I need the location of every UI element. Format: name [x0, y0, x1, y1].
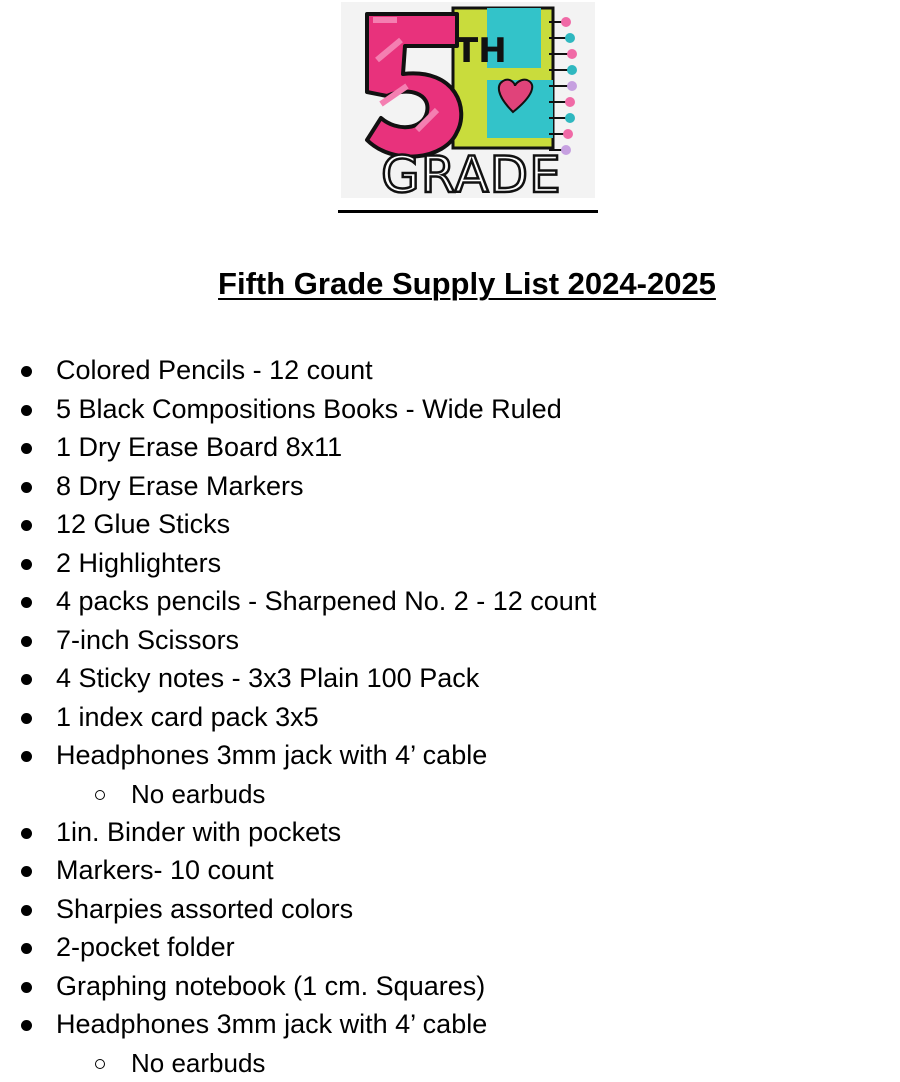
list-item: [0, 698, 900, 737]
list-item-text: Colored Pencils - 12 count: [56, 351, 373, 390]
bullet-icon: [21, 943, 32, 954]
list-item-text: 7-inch Scissors: [56, 621, 239, 660]
list-item-text: Graphing notebook (1 cm. Squares): [56, 967, 485, 1006]
list-item: [0, 582, 900, 621]
list-item-text: 4 packs pencils - Sharpened No. 2 - 12 count: [56, 582, 596, 621]
bullet-icon: [21, 405, 32, 416]
list-item-text: Headphones 3mm jack with 4’ cable: [56, 736, 487, 775]
list-item-text: 1 Dry Erase Board 8x11: [56, 428, 342, 467]
hollow-bullet-icon: [95, 1059, 105, 1069]
list-item: [0, 890, 900, 929]
bullet-icon: [21, 559, 32, 570]
bullet-icon: [21, 636, 32, 647]
bullet-icon: [21, 828, 32, 839]
sub-list-item: [0, 1044, 900, 1082]
bullet-icon: [21, 597, 32, 608]
list-item: [0, 351, 900, 390]
sub-list-item: [0, 775, 900, 813]
list-item: [0, 928, 900, 967]
list-item-text: 2-pocket folder: [56, 928, 235, 967]
list-item: [0, 505, 900, 544]
list-item-text: 8 Dry Erase Markers: [56, 467, 304, 506]
list-item: [0, 621, 900, 660]
bullet-icon: [21, 482, 32, 493]
bullet-icon: [21, 520, 32, 531]
logo-underline: [338, 210, 598, 213]
bullet-icon: [21, 674, 32, 685]
list-item-text: 1in. Binder with pockets: [56, 813, 341, 852]
list-item: [0, 467, 900, 506]
svg-text:TH: TH: [455, 31, 507, 71]
list-item: [0, 659, 900, 698]
sub-list-item-text: No earbuds: [131, 775, 265, 814]
list-item-text: Markers- 10 count: [56, 851, 274, 890]
bullet-icon: [21, 866, 32, 877]
fifth-grade-logo-art: [337, 0, 599, 208]
page-title: Fifth Grade Supply List 2024-2025: [0, 264, 900, 304]
bullet-icon: [21, 982, 32, 993]
list-item-text: Headphones 3mm jack with 4’ cable: [56, 1005, 487, 1044]
list-item-text: 2 Highlighters: [56, 544, 221, 583]
list-item: [0, 967, 900, 1006]
list-item-text: 5 Black Compositions Books - Wide Ruled: [56, 390, 562, 429]
bullet-icon: [21, 443, 32, 454]
bullet-icon: [21, 751, 32, 762]
list-item: [0, 390, 900, 429]
bullet-icon: [21, 366, 32, 377]
list-item: [0, 813, 900, 852]
fifth-grade-logo: [337, 0, 599, 208]
list-item: [0, 1005, 900, 1044]
svg-text:GRADE: GRADE: [381, 146, 562, 204]
list-item: [0, 851, 900, 890]
sub-list-item-text: No earbuds: [131, 1044, 265, 1082]
list-item: [0, 736, 900, 775]
bullet-icon: [21, 1020, 32, 1031]
list-item-text: Sharpies assorted colors: [56, 890, 353, 929]
list-item-text: 1 index card pack 3x5: [56, 698, 319, 737]
supply-list: [0, 351, 900, 1082]
list-item: [0, 428, 900, 467]
bullet-icon: [21, 713, 32, 724]
list-item-text: 4 Sticky notes - 3x3 Plain 100 Pack: [56, 659, 479, 698]
bullet-icon: [21, 905, 32, 916]
list-item: [0, 544, 900, 583]
hollow-bullet-icon: [95, 790, 105, 800]
list-item-text: 12 Glue Sticks: [56, 505, 230, 544]
